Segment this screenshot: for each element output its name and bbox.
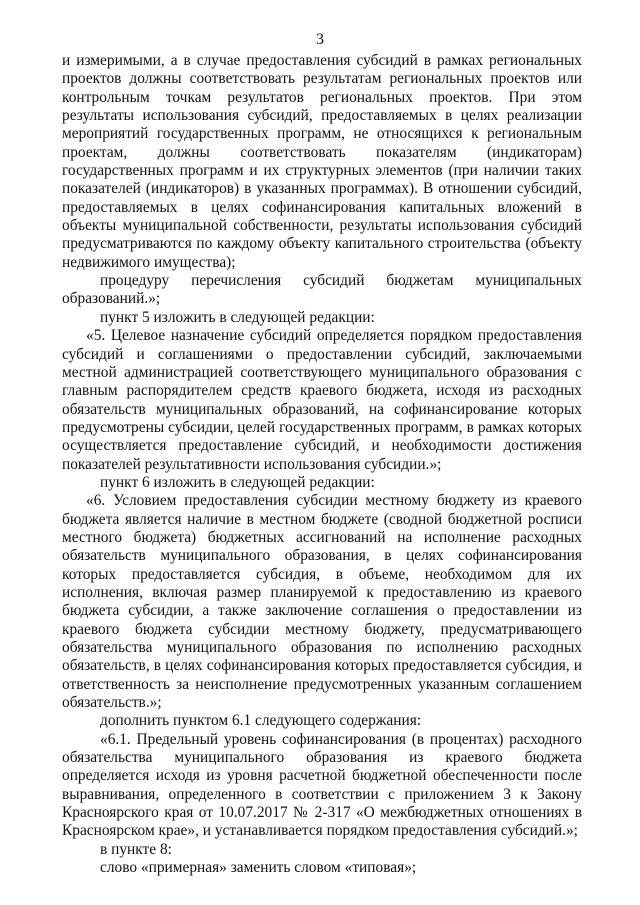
paragraph-results-usage: и измеримыми, а в случае предоставления субсидий в рамках региональных проектов должны соответствовать результатам региональных проектов или контрольным точкам результатов региональных проектов. При этом результаты использования субсидий, предоставляемых в целях реализации мероприятий государственных программ, не относящихся к региональным проектам, должны соответствовать показателям (индикаторам) государственных программ и их структурных элементов (при наличии таких показателей (индикаторов) в указанных программах). В отношении субсидий, предоставляемых в целях софинансирования капитальных вложений в объекты муниципальной собственности, результаты использования субсидий предусматриваются по каждому объекту капитального строительства (объекту недвижимого имущества); [62,52,582,271]
paragraph-item-6-heading: пункт 6 изложить в следующей редакции: [100,473,375,491]
paragraph-item-8-replacement: слово «примерная» заменить словом «типовая»; [100,859,417,877]
page-number: 3 [316,31,324,48]
paragraph-item-8-heading: в пункте 8: [100,840,172,858]
paragraph-item-6-1-heading: дополнить пунктом 6.1 следующего содержания: [100,712,422,730]
paragraph-item-5-heading: пункт 5 изложить в следующей редакции: [100,308,375,326]
paragraph-transfer-procedure: процедуру перечисления субсидий бюджетам муниципальных образований.»; [62,272,582,308]
paragraph-item-6-1-text: «6.1. Предельный уровень софинансирования (в процентах) расходного обязательства муниципального образования из краевого бюджета определяется исходя из уровня расчетной бюджетной обеспеченности после выравнивания, определенного в соответствии с приложением 3 к Закону Красноярского края от 10.07.2017 № 2-317 «О межбюджетных отношениях в Красноярском крае», и устанавливается порядком предоставления субсидий.»; [62,730,582,840]
document-body [62,52,582,877]
paragraph-item-6-text: «6. Условием предоставления субсидии местному бюджету из краевого бюджета является наличие в местном бюджете (сводной бюджетной росписи местного бюджета) бюджетных ассигнований на исполнение расходных обязательств муниципального образования, в целях софинансирования которых предоставляется субсидия, в объеме, необходимом для их исполнения, включая размер планируемой к предоставлению из краевого бюджета субсидии, а также заключение соглашения о предоставлении из краевого бюджета субсидии местному бюджету, предусматривающего обязательства муниципального образования по исполнению расходных обязательств, в целях софинансирования которых предоставляется субсидия, и ответственность за неисполнение предусмотренных указанным соглашением обязательств.»; [62,492,582,712]
paragraph-item-5-text: «5. Целевое назначение субсидий определяется порядком предоставления субсидий и соглашениями о предоставлении субсидий, заключаемыми местной администрацией соответствующего муниципального образования с главным распорядителем средств краевого бюджета, исходя из расходных обязательств муниципальных образований, на софинансирование которых предусмотрены субсидии, целей государственных программ, в рамках которых осуществляется предоставление субсидий, и необходимости достижения показателей результативности использования субсидии.»; [62,327,582,473]
